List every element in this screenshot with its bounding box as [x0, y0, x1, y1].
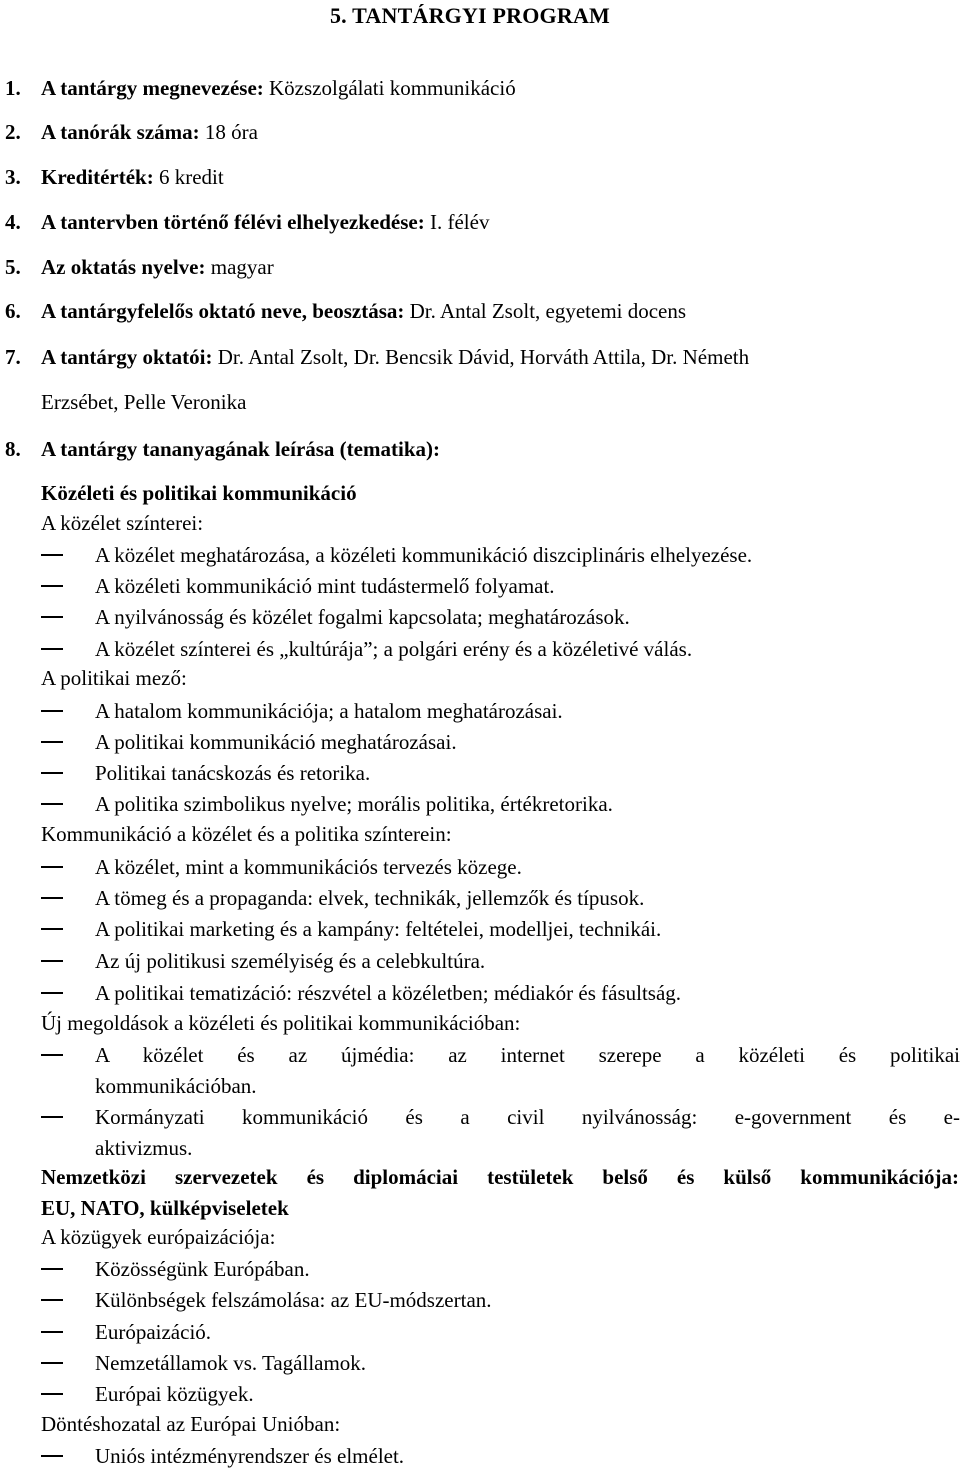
item-number: 1.: [5, 76, 21, 100]
group-title: Új megoldások a közéleti és politikai kommunikációban:: [41, 1011, 521, 1035]
group-title: Kommunikáció a közélet és a politika színterein:: [41, 822, 452, 846]
section-heading-cont: EU, NATO, külképviseletek: [41, 1196, 289, 1220]
dash-bullet: [41, 648, 63, 650]
item-label: A tanórák száma:: [41, 120, 200, 144]
dash-bullet: [41, 960, 63, 962]
dash-bullet: [41, 1054, 63, 1056]
item-label: A tantárgy oktatói:: [41, 345, 213, 369]
item-number: 7.: [5, 345, 21, 369]
group-title: A közélet színterei:: [41, 511, 204, 535]
dash-bullet: [41, 866, 63, 868]
item-label: A tantárgyfelelős oktató neve, beosztása:: [41, 299, 405, 323]
item-number: 3.: [5, 165, 21, 189]
dash-bullet: [41, 1299, 63, 1301]
item-number: 5.: [5, 255, 21, 279]
program-item-responsible: [5, 298, 686, 324]
program-item-semester: [5, 209, 489, 235]
dash-bullet: [41, 772, 63, 774]
item-number: 4.: [5, 210, 21, 234]
item-label: A tantárgy megnevezése:: [41, 76, 264, 100]
item-label: Az oktatás nyelve:: [41, 255, 206, 279]
program-item-name: [5, 75, 516, 101]
item-value: magyar: [205, 255, 274, 279]
section-heading: Közéleti és politikai kommunikáció: [41, 481, 357, 505]
dash-bullet: [41, 1393, 63, 1395]
dash-bullet: [41, 1362, 63, 1364]
item-value: Közszolgálati kommunikáció: [263, 76, 516, 100]
group-title: A közügyek európaizációja:: [41, 1225, 276, 1249]
dash-bullet: [41, 928, 63, 930]
item-value: Dr. Antal Zsolt, Dr. Bencsik Dávid, Horváth Attila, Dr. Németh: [212, 345, 750, 369]
item-value: I. félév: [424, 210, 490, 234]
dash-bullet: [41, 710, 63, 712]
dash-bullet: [41, 585, 63, 587]
item-number: 8.: [5, 437, 21, 461]
group-title: A politikai mező:: [41, 666, 187, 690]
item-value: 18 óra: [199, 120, 258, 144]
dash-bullet: [41, 1268, 63, 1270]
program-item-hours: [5, 119, 258, 145]
dash-bullet: [41, 1116, 63, 1118]
group-title: Döntéshozatal az Európai Unióban:: [41, 1412, 341, 1436]
item-value: Dr. Antal Zsolt, egyetemi docens: [404, 299, 687, 323]
item-label: A tantárgy tananyagának leírása (tematika):: [41, 437, 440, 461]
program-item-syllabus: [5, 436, 440, 462]
program-item-credits: [5, 164, 224, 190]
dash-bullet: [41, 741, 63, 743]
item-value: 6 kredit: [153, 165, 224, 189]
program-item-instructors: [5, 344, 749, 370]
dash-bullet: [41, 1455, 63, 1457]
item-number: 6.: [5, 299, 21, 323]
dash-bullet: [41, 1331, 63, 1333]
dash-bullet: [41, 897, 63, 899]
item-label: A tantervben történő félévi elhelyezkedése:: [41, 210, 425, 234]
section-heading: Nemzetközi szervezetek és diplomáciai testületek belső és külső kommunikációja:: [41, 1165, 959, 1189]
dash-bullet: [41, 554, 63, 556]
page-title: 5. TANTÁRGYI PROGRAM: [329, 3, 611, 28]
item-label: Kreditérték:: [41, 165, 154, 189]
item-number: 2.: [5, 120, 21, 144]
dash-bullet: [41, 992, 63, 994]
program-item-language: [5, 254, 274, 280]
instructors-continuation: Erzsébet, Pelle Veronika: [41, 390, 247, 414]
dash-bullet: [41, 616, 63, 618]
dash-bullet: [41, 803, 63, 805]
